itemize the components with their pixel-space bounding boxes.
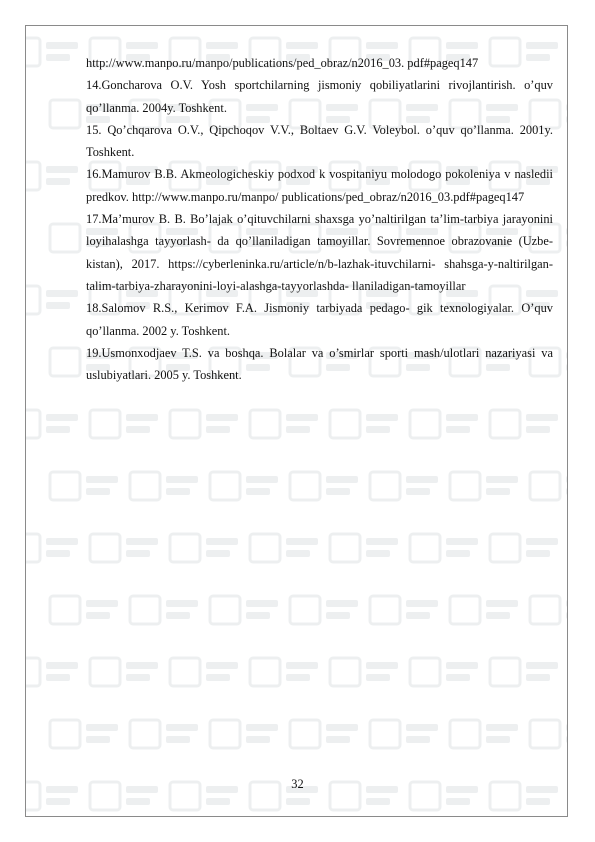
page-number: 32 xyxy=(291,777,304,791)
reference-item: 15. Qo’chqarova O.V., Qipchoqov V.V., Boltaev G.V. Voleybol. o’quv qo’llanma. 2001y. Toshkent. xyxy=(86,122,553,160)
reference-item: 17.Ma’murov B. B. Bo’lajak o’qituvchilarni shaxsga yo’naltirilgan ta’lim-tarbiya jarayonini loyihalashga tayyorlash- da qo’llaniladigan tamoyillar. Sovremennoe obrazovanie (Uzbe- kistan), 2017. https://cyberleninka.ru/article/n/b-lazhak-ituvchilarni- shahsga-y-naltirilgan-talim-tarbiya-zharayonini-loyi-alashga-tayyorlashda- llaniladigan-tamoyillar xyxy=(86,212,553,293)
reference-item: 18.Salomov R.S., Kerimov F.A. Jismoniy tarbiyada pedago- gik texnologiyalar. O’quv qo’llanma. 2002 y. Toshkent. xyxy=(86,301,553,338)
reference-item: 16.Mamurov B.B. Akmeologicheskiy podxod k vospitaniyu molodogo pokoleniya v nasledii predkov. http://www.manpo.ru/manpo/ publications/ped_obraz/n2016_03.pdf#pageq147 xyxy=(86,167,553,204)
reference-item: 19.Usmonxodjaev T.S. va boshqa. Bolalar va o’smirlar sporti mash/ulotlari nazariyasi va uslubiyatlari. 2005 y. Toshkent. xyxy=(86,345,553,383)
reference-list xyxy=(86,52,553,386)
reference-item: 14.Goncharova O.V. Yosh sportchilarning jismoniy qobiliyatlarini rivojlantirish. o’quv qo’llanma. 2004y. Toshkent. xyxy=(86,78,553,115)
reference-item: http://www.manpo.ru/manpo/publications/ped_obraz/n2016_03. pdf#pageq147 xyxy=(86,56,479,70)
